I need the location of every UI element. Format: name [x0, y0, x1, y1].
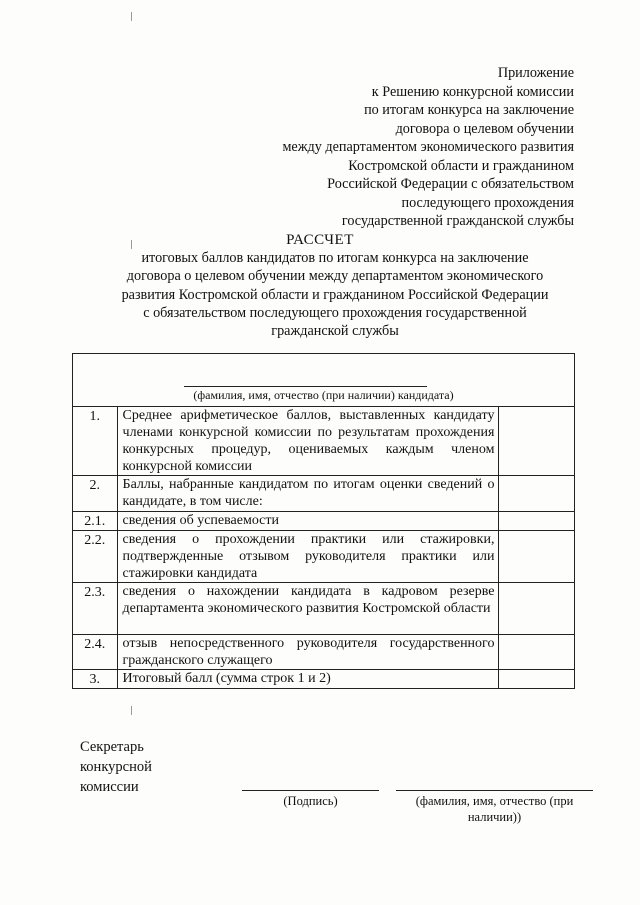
- row-number: 1.: [73, 407, 118, 476]
- row-score-cell: [499, 583, 575, 635]
- appendix-line: договора о целевом обучении: [395, 120, 574, 137]
- subtitle-line: договора о целевом обучении между департаментом экономического: [126, 268, 544, 285]
- secretary-label-line: комиссии: [80, 779, 139, 795]
- row-text: Итоговый балл (сумма строк 1 и 2): [117, 670, 499, 689]
- row-text: Баллы, набранные кандидатом по итогам оценки сведений о кандидате, в том числе:: [117, 476, 499, 512]
- document-subtitle: [95, 249, 575, 340]
- name-line: [396, 790, 593, 791]
- table-row: [73, 512, 575, 531]
- secretary-label: [80, 737, 152, 797]
- table-row: [73, 476, 575, 512]
- table-header-row: [73, 354, 575, 407]
- name-caption-line: наличии)): [467, 810, 522, 824]
- subtitle-line: с обязательством последующего прохождения государственной: [143, 304, 527, 321]
- appendix-line: последующего прохождения: [401, 194, 574, 211]
- table-row: [73, 635, 575, 670]
- document-title: РАССЧЕТ: [286, 232, 354, 248]
- appendix-line: Приложение: [497, 65, 574, 81]
- appendix-line: государственной гражданской службы: [341, 213, 574, 229]
- appendix-line: Российской Федерации с обязательством: [327, 176, 574, 192]
- row-number: 3.: [73, 670, 118, 689]
- row-text: сведения об успеваемости: [117, 512, 499, 531]
- row-text: Среднее арифметическое баллов, выставленных кандидату членами конкурсной комиссии по результатам прохождения конкурсных процедур, оцениваемых каждым членом конкурсной комиссии: [117, 407, 499, 476]
- subtitle-line: итоговых баллов кандидатов по итогам конкурса на заключение: [141, 250, 529, 266]
- secretary-label-line: Секретарь: [80, 739, 144, 755]
- row-text: сведения о нахождении кандидата в кадровом резерве департамента экономического развития Костромской области: [117, 583, 499, 635]
- appendix-block: [282, 64, 574, 231]
- table-row: [73, 407, 575, 476]
- table-row: [73, 583, 575, 635]
- table-row: [73, 531, 575, 583]
- row-number: 2.1.: [73, 512, 118, 531]
- row-score-cell: [499, 670, 575, 689]
- row-score-cell: [499, 531, 575, 583]
- scan-mark: [131, 12, 132, 21]
- subtitle-line: гражданской службы: [271, 323, 399, 340]
- scores-table: [72, 353, 575, 689]
- candidate-name-cell: [73, 354, 575, 407]
- name-caption: [396, 793, 593, 825]
- row-score-cell: [499, 635, 575, 670]
- appendix-line: по итогам конкурса на заключение: [364, 102, 574, 118]
- subtitle-line: развития Костромской области и гражданином Российской Федерации: [121, 286, 549, 303]
- table-row: [73, 670, 575, 689]
- row-text: отзыв непосредственного руководителя государственного гражданского служащего: [117, 635, 499, 670]
- row-score-cell: [499, 512, 575, 531]
- name-caption-line: (фамилия, имя, отчество (при: [415, 794, 574, 808]
- secretary-label-line: конкурсной: [80, 759, 152, 775]
- row-text: сведения о прохождении практики или стажировки, подтвержденные отзывом руководителя практики или стажировки кандидата: [117, 531, 499, 583]
- scan-mark: [131, 706, 132, 715]
- signature-caption: (Подпись): [283, 794, 338, 808]
- row-score-cell: [499, 407, 575, 476]
- candidate-name-line: [184, 386, 427, 387]
- row-number: 2.2.: [73, 531, 118, 583]
- candidate-name-caption: (фамилия, имя, отчество (при наличии) кандидата): [193, 388, 454, 402]
- row-score-cell: [499, 476, 575, 512]
- row-number: 2.: [73, 476, 118, 512]
- row-number: 2.4.: [73, 635, 118, 670]
- appendix-line: к Решению конкурсной комиссии: [371, 83, 574, 100]
- appendix-line: между департаментом экономического развития: [282, 139, 574, 155]
- signature-line: [242, 790, 379, 791]
- row-number: 2.3.: [73, 583, 118, 635]
- appendix-line: Костромской области и гражданином: [348, 157, 574, 174]
